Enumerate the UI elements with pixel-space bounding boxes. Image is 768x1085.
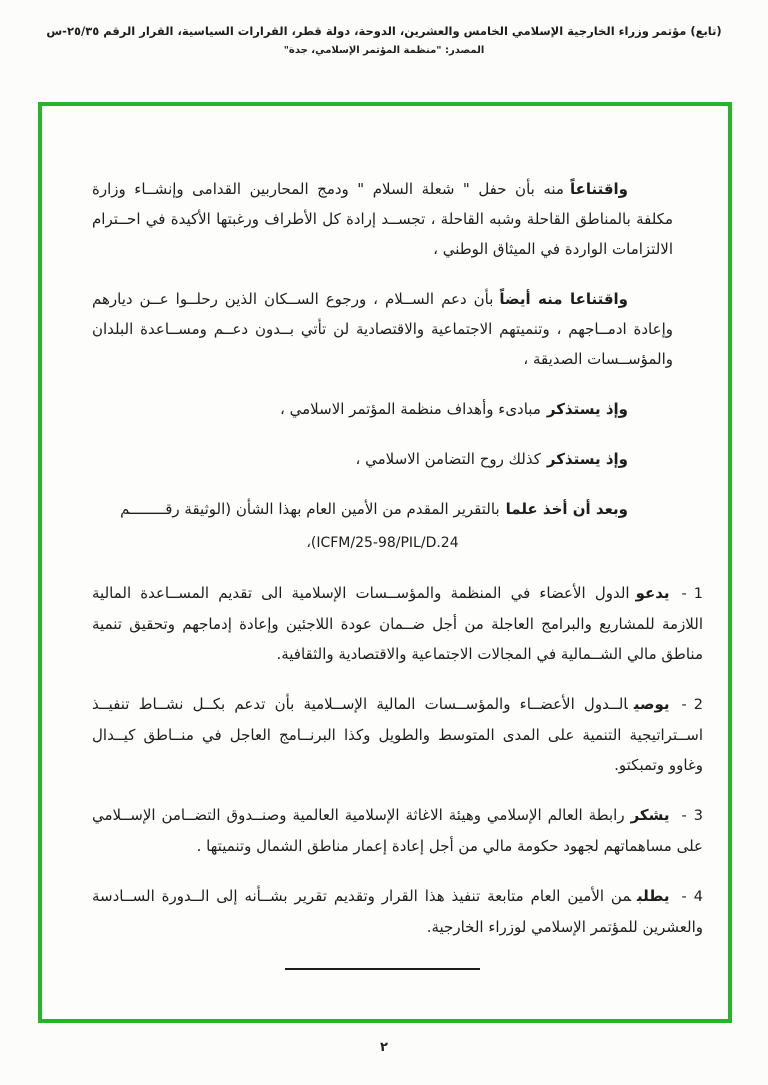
item-text: من الأمين العام متابعة تنفيذ هذا القرار وتقديم تقرير بشــأنه إلى الــدورة الســادسة والعشرين للمؤتمر الإسلامي لوزراء الخارجية. — [92, 887, 703, 936]
item-lead-word: يشكر — [630, 806, 670, 824]
operative-items — [92, 578, 703, 942]
document-body — [42, 106, 728, 970]
resolution-operative-item — [92, 800, 703, 861]
item-lead-word: يوصي — [633, 695, 670, 713]
resolution-operative-item — [92, 689, 703, 780]
preamble-paragraph — [92, 174, 673, 264]
item-dash: - — [681, 889, 687, 905]
paragraph-lead-word: واقتناعا منه أيضاً — [499, 290, 629, 308]
item-number: 2 — [693, 697, 703, 713]
document-reference-code: ،(ICFM/25-98/PIL/D.24 — [306, 535, 459, 551]
paragraph-text: بأن دعم الســلام ، ورجوع الســكان الذين رحلــوا عــن ديارهم وإعادة ادمــاجهم ، وتنميتهم الاجتماعية والاقتصادية لن تأتي بــدون دعــم ومســاعدة البلدان والمؤســسات الصديقة ، — [92, 290, 673, 368]
item-number: 3 — [693, 808, 703, 824]
header-source: المصدر: "منظمة المؤتمر الإسلامي، جدة" — [283, 45, 485, 56]
item-marker — [670, 808, 703, 824]
page-number: ٢ — [380, 1040, 388, 1055]
item-text: رابطة العالم الإسلامي وهيئة الاغاثة الإسلامية العالمية وصنــدوق التضــامن الإســلامي على مساهماتهم لجهود حكومة مالي من أجل إعادة إعمار مناطق الشمال وتنميتها . — [92, 806, 703, 855]
item-marker — [670, 697, 703, 713]
item-dash: - — [681, 808, 687, 824]
resolution-operative-item — [92, 881, 703, 942]
item-dash: - — [681, 697, 687, 713]
paragraph-text: مبادىء وأهداف منظمة المؤتمر الاسلامي ، — [280, 400, 541, 418]
paragraph-lead-word: وإذ يستذكر — [546, 400, 628, 418]
scanned-document-frame — [38, 102, 732, 1023]
paragraph-lead-word: واقتناعاً — [569, 180, 628, 198]
preamble-paragraph — [92, 394, 673, 424]
item-text: الــدول الأعضــاء والمؤســسات المالية الإســلامية بأن تدعم بكــل نشــاط تنفيــذ اســتراتيجية التنمية على المدى المتوسط والطويل وكذا البرنــامج العاجل في منــاطق كيــدال وغاوو وتمبكتو. — [92, 695, 703, 774]
footnote-divider-line — [285, 968, 480, 970]
item-lead-word: يطلب — [637, 887, 670, 905]
item-number: 4 — [693, 889, 703, 905]
item-number: 1 — [693, 586, 703, 602]
paragraph-lead-word: وبعد أن أخذ علما — [505, 500, 628, 518]
paragraph-text: بالتقرير المقدم من الأمين العام بهذا الشأن (الوثيقة رقــــــــم — [120, 500, 500, 518]
item-marker — [670, 889, 703, 905]
item-dash: - — [681, 586, 687, 602]
preamble-paragraph — [92, 284, 673, 374]
item-text: الدول الأعضاء في المنظمة والمؤســسات الإسلامية الى تقديم المســاعدة المالية اللازمة للمشاريع والبرامج العاجلة من أجل ضــمان عودة اللاجئين وإعادة إدماجهم وتحقيق تنمية مناطق مالي الشــمالية في المجالات الاجتماعية والاقتصادية والثقافية. — [92, 584, 703, 663]
preamble-paragraph — [92, 494, 673, 524]
preamble-paragraph — [92, 444, 673, 474]
document-header — [0, 24, 768, 56]
resolution-operative-item — [92, 578, 703, 669]
item-lead-word: يدعو — [635, 584, 670, 602]
paragraph-lead-word: وإذ يستذكر — [546, 450, 628, 468]
header-citation: (تابع) مؤتمر وزراء الخارجية الإسلامي الخامس والعشرين، الدوحة، دولة قطر، القرارات السياسية، القرار الرقم ٢٥/٣٥-س — [46, 24, 722, 38]
item-marker — [670, 586, 703, 602]
paragraph-text: كذلك روح التضامن الاسلامي ، — [355, 450, 541, 468]
paragraph-text: منه بأن حفل " شعلة السلام " ودمج المحاربين القدامى وإنشــاء وزارة مكلفة بالمناطق القاحلة وشبه القاحلة ، تجســد إرادة كل الأطراف ورغبتها الأكيدة في احــترام الالتزامات الواردة في الميثاق الوطني ، — [92, 180, 673, 258]
